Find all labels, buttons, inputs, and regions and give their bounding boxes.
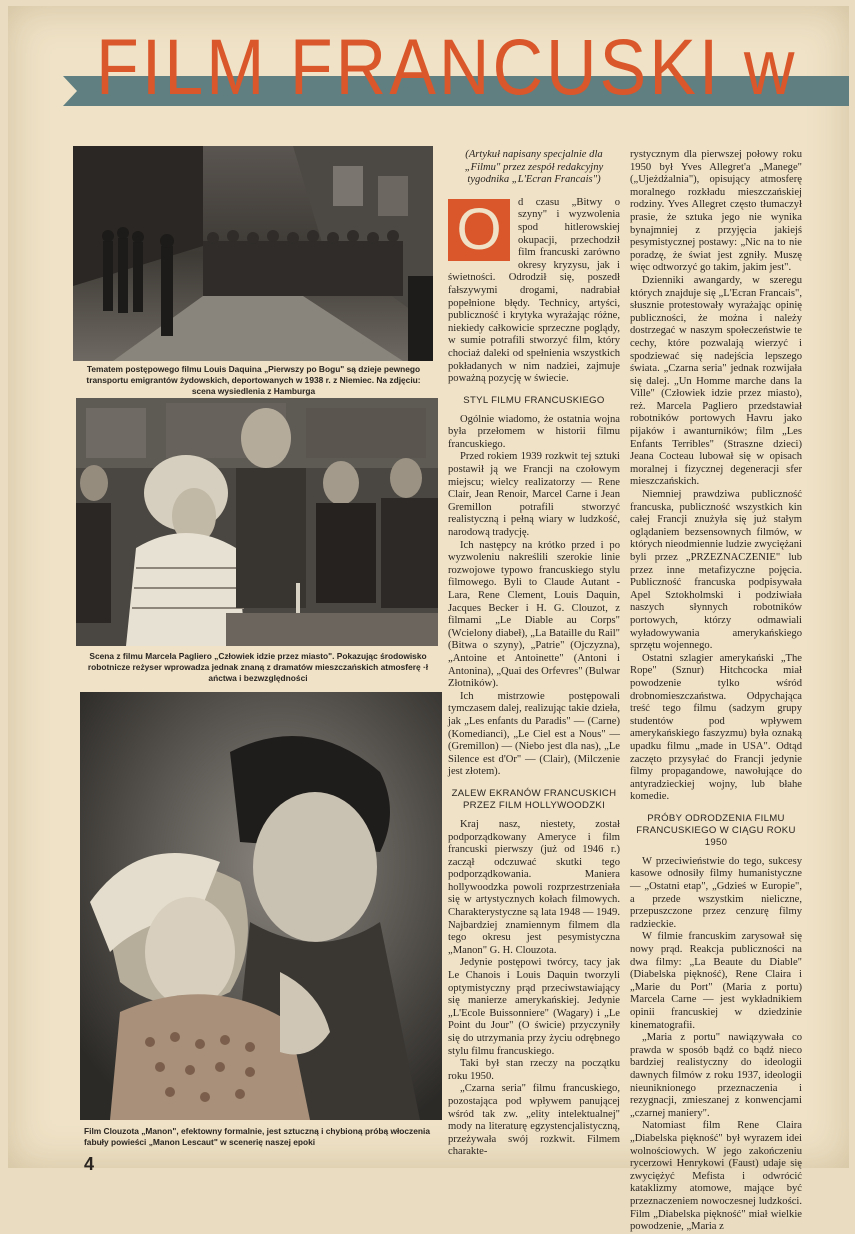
paragraph: „Czarna seria" filmu francuskiego, pozostająca pod wpływem panującej wśród tak zw. „elity intelektualnej" mody na literaturę egzystencjalistyczną, przeżywała swój rozkwit. Filmem charakte- [448, 1083, 620, 1158]
paragraph: Ich następcy na krótko przed i po wyzwoleniu nakreślili szerokie linie rozwojowe typowo francuskiego stylu filmowego. Byli to Claude Autant - Lara, Rene Clement, Louis Daquin, Jacques Becker i H. G. Clouzot, z filmami „Le Diable au Corps" (Wcielony diabeł), „La Bataille du Rail" (Bitwa o szyny), „Patrie" (Ojczyzna), „Antoine et Antoinette" (Antoni i Antonina), „Quai des Orfevres" (Bulwar Złotników). [448, 539, 620, 690]
paragraph: Ostatni szlagier amerykański „The Rope" (Sznur) Hitchcocka miał powodzenie tylko wśród drobnomieszczaństwa. Odpychająca treść tego filmu (sadzym grupy studentów pod wpływem amerykańskiego faszyzmu) była oznaką upadku filmu „made in USA". Odtąd zaczęto przysyłać do Francji jedynie filmy propagandowe, nawołujące do antyradzieckiej wojny, lub błahe komedie. [630, 652, 802, 803]
drop-cap-box [448, 196, 510, 262]
photo3-caption: Film Clouzota „Manon", efektowny formalnie, jest sztuczną i chybioną próbą włoczenia fabuły powieści „Manon Lescaut" w scenerię naszej epoki [84, 1126, 431, 1147]
paragraph: rystycznym dla pierwszej połowy roku 1950 był Yves Allegret'a „Manege" („Ujeżdżalnia"), opisujący atmosferę moralnego rozkładu mieszczańskiej rodziny. Yves Allegret często tłumaczył prasie, że sztuka jego nie wynika bynajmniej z przyjęcia jakiejś pesymistycznej postawy: „Nic na to nie poradzę, że świat jest zgniły. Muszę więc odtworzyć go takim, jakim jest". [630, 149, 802, 274]
section-heading-style: STYL FILMU FRANCUSKIEGO [463, 394, 605, 406]
photo-bar-scene [76, 398, 438, 646]
section-heading-hollywood: ZALEW EKRANÓW FRANCUSKICH PRZEZ FILM HOLLYWOODZKI [451, 787, 617, 811]
section-heading-revival: PRÓBY ODRODZENIA FILMU FRANCUSKIEGO W CIĄGU ROKU 1950 [636, 812, 796, 848]
paragraph: Przed rokiem 1939 rozkwit tej sztuki postawił ją we Francji na czołowym miejscu; wielcy realizatorzy — Rene Clair, Jean Renoir, Marcel Carne i Jean Gremillon potrafili stworzyć realistyczną i pełną wiary w ludzkość, narodową tradycję. [448, 451, 620, 539]
paragraph: Kraj nasz, niestety, został podporządkowany Ameryce i film francuski pierwszy (już od 1946 r.) zaczął odczuwać skutki tego podporządkowania. Maniera hollywoodzka powoli rozprzestrzeniała się w artystycznych kołach filmowych. Charakterystyczne są lata 1948 — 1949. Najbardziej znamiennym filmem dla tego okresu jest pesymistyczna „Manon" G. H. Clouzota. [448, 818, 620, 956]
paragraph: Ich mistrzowie postępowali tymczasem dalej, realizując takie dzieła, jak „Les enfants du Paradis" — (Carne) (Komedianci), „Le Ciel est a Nous" — (Gremillon) — (Niebo jest dla nas), „Le Silence est d'Or" — (Clair), (Milczenie jest złotem). [448, 690, 620, 778]
article-column-1 [448, 149, 620, 1158]
paragraph: W filmie francuskim zarysował się nowy prąd. Reakcja publiczności na dwa filmy: „La Beaute du Diable" (Diabelska piękność), Rene Claira i „Marie du Port" (Maria z portu) Marcela Carne — jest wykładnikiem opinii francuskiej w dziedzinie kinematografii. [630, 931, 802, 1031]
article-lead: d czasu „Bitwy o szyny" i wyzwolenia spod hitlerowskiej okupacji, przechodził film francuski zarówno okresy kryzysu, jak i świetności. Odrodził się, poszedł fałszywymi drogami, nadrabiał popełnione błędy. Technicy, artyści, publiczność i krytyka wyrażając różne, niekiedy całkowicie sprzeczne poglądy, w sumie potrafili stworzyć film, który chociaż daleki od spełnienia wszystkich pokładanych w nim nadziei, zajmuje poważną pozycję w świecie. [448, 196, 620, 385]
article-column-2 [630, 149, 802, 1233]
page-number: 4 [84, 1154, 95, 1174]
article-intro-note: (Artykuł napisany specjalnie dla „Filmu" przez zespół redakcyjny tygodnika „L'Ecran Francais") [464, 149, 604, 186]
photo-deportation-scene [73, 146, 433, 361]
paragraph: Taki był stan rzeczy na początku roku 1950. [448, 1058, 620, 1082]
paragraph: Ogólnie wiadomo, że ostatnia wojna była przełomem w historii filmu francuskiego. [448, 413, 620, 450]
magazine-page [8, 6, 849, 1233]
paragraph: Niemniej prawdziwa publiczność francuska, publiczność wszystkich kin całej Francji znużyła się już stałym oglądaniem bezsensownych filmów, w których nieodmiennie ludzie zwyciężani byli przez „PRZEZNACZENIE" lub przez inne metafizyczne pojęcia. Publiczność francuska podpisywała Apel Sztokholmski i podziwiała naszych słynnych robotników portowych, którzy odmawiali wyładowywania amerykańskiego sprzętu wojennego. [630, 489, 802, 652]
page-headline: FILM FRANCUSKI w [96, 23, 798, 111]
paragraph: „Maria z portu" nawiązywała co prawda w sposób bądź co bądź nieco bardziej realistyczny do ideologii dawnych filmów z roku 1937, ideologii nieuniknionego przeznaczenia i rezygnacji, zmieszanej z konwencjami „czarnej maniery". [630, 1032, 802, 1119]
paragraph: Dzienniki awangardy, w szeregu których znajduje się „L'Ecran Francais", słusznie protestowały wyrażając opinię publiczności, że można i należy dostrzegać w naszym społeczeństwie te cechy, które pozwalają wierzyć i spodziewać się nadejścia lepszego świata. „Czarna seria" jednak rozwijała się dalej. „Un Homme marche dans la Ville" (Człowiek idzie przez miasto), reż. Marcela Pagliero przedstawiał robotników portowych Havru jako pijaków i awanturników; film „Les Enfants Terribles" (Straszne dzieci) Jeana Cocteau lubował się w opisach moralnej i fizycznej degeneracji sfer mieszczańskich. [630, 274, 802, 488]
photo-manon-embrace [80, 692, 442, 1120]
paragraph: W przeciwieństwie do tego, sukcesy kasowe odnosiły filmy humanistyczne — „Ostatni etap", „Gdzieś w Europie", a przede wszystkim nieliczne, przepuszczone przez cenzurę filmy radzieckie. [630, 855, 802, 930]
drop-cap-letter: O [456, 196, 502, 262]
paragraph: Jedynie postępowi twórcy, tacy jak Le Chanois i Louis Daquin tworzyli optymistyczny prąd przeciwstawiający się manierze amerykańskiej. Jedynie „L'Ecole Buissonniere" (Wagary) i „Le Point du Jour" (O świcie) przyczyniły się do utrzymania przy życiu odrębnego stylu filmu francuskiego. [448, 957, 620, 1057]
paragraph: Natomiast film Rene Claira „Diabelska piękność" był wyrazem idei wolnościowych. W jego zakończeniu rycerzowi Henrykowi (Faust) udaje się zwyciężyć Mefista i odwrócić kataklizmy atomowe, mające być przeznaczeniem nowoczesnej ludzkości. Film „Diabelska piękność" miał wielkie powodzenie, „Maria z [630, 1120, 802, 1233]
photo1-caption: Tematem postępowego filmu Louis Daquina „Pierwszy po Bogu" są dzieje pewnego transportu emigrantów żydowskich, deportowanych w 1938 r. z Niemiec. Na zdjęciu: scena wysiedlenia z Hamburga [86, 364, 421, 396]
photo2-caption: Scena z filmu Marcela Pagliero „Człowiek idzie przez miasto". Pokazując środowisko robotnicze reżyser wprowadza jednak znaną z dramatów mieszczańskich atmosferę ·ł ańctwa i bezwzględności [87, 651, 429, 683]
